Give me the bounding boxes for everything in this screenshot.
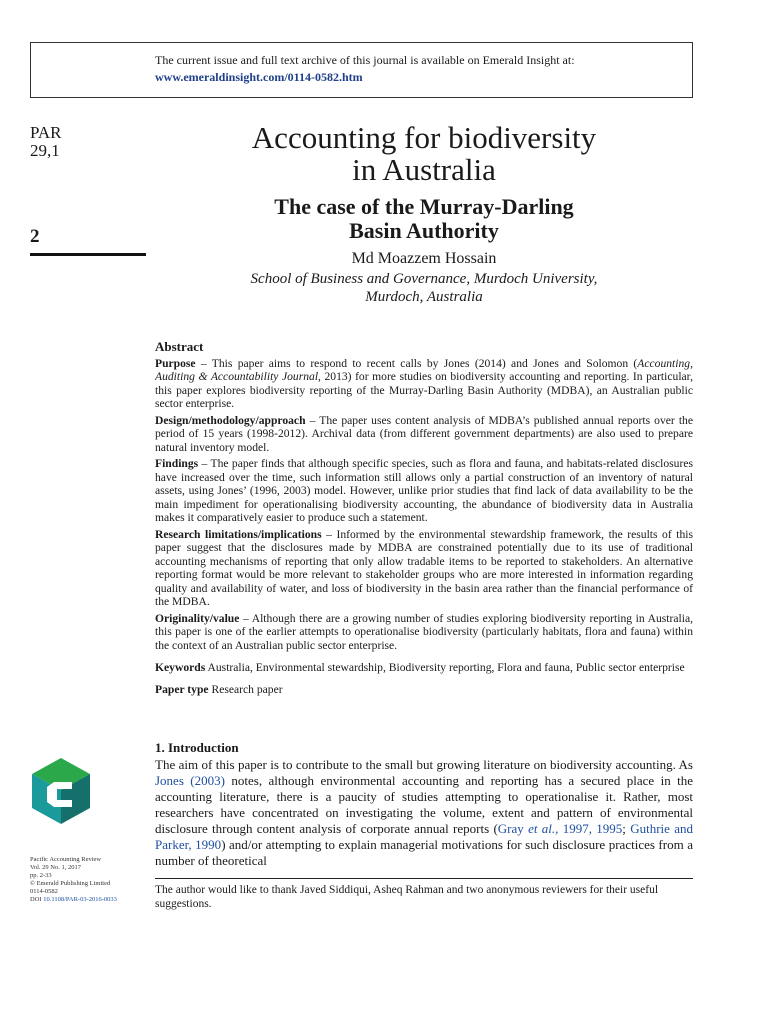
abstract-heading: Abstract [155,339,204,354]
findings-text: – The paper finds that although specific species, such as flora and fauna, and habitats-related disclosures have increased over the time, such information still allows only a partial construction of an inventory of natural assets, using Jones’ (1996, 2003) model. However, unlike prior studies that find lack of data availability to be the main impediment for operationalising biodiversity accounting, the abundance of biodiversity data in Australia makes it comparatively easier to produce such a statement. [155,457,693,524]
intro-text-4: ) and/or attempting to explain managerial motivations for such disclosure practices from a number of theoretical [155,837,693,868]
pubinfo-pages: pp. 2-33 [30,872,52,879]
author-name: Md Moazzem Hossain [351,250,497,267]
abstract-originality [155,612,693,653]
affiliation-line-1: School of Business and Governance, Murdoch University, [250,271,598,287]
gray-author: Gray [497,821,529,836]
design-text: – The paper uses content analysis of MDBA’s published annual reports over the period of 15 years (1998-2012). Archival data (from different government departments) are also used to prepare natural inventory model. [155,413,693,454]
pubinfo-journal: Pacific Accounting Review [30,856,102,863]
article-title [155,122,693,186]
originality-text: – Although there are a growing number of studies exploring biodiversity reporting in Australia, this paper is one of the earlier attempts to operationalise biodiversity (particularly habitats, flora and fauna) within the context of an Australian public sector enterprise. [155,611,693,652]
purpose-text-a: – This paper aims to respond to recent calls by Jones (2014) and Jones and Solomon ( [195,356,638,370]
citation-link-jones-2003[interactable]: Jones (2003) [155,773,225,788]
doi-label: DOI [30,896,44,903]
originality-label: Originality/value [155,611,240,625]
intro-text-1: The aim of this paper is to contribute to the small but growing literature on biodiversity accounting. As [155,757,693,772]
gray-years: , 1997, 1995 [555,821,623,836]
abstract-findings [155,457,693,525]
emerald-crossref-logo-icon[interactable] [30,756,92,826]
abstract-limitations [155,528,693,609]
pubinfo-doi-line [30,896,117,904]
doi-link[interactable]: 10.1108/PAR-03-2016-0033 [43,896,117,903]
side-rule [30,253,146,256]
subtitle-line-1: The case of the Murray-Darling [274,194,574,219]
page-number: 2 [30,226,40,247]
pubinfo-publisher: © Emerald Publishing Limited [30,880,111,887]
paper-type-text: Research paper [208,683,283,696]
access-notice-text: The current issue and full text archive of this journal is available on Emerald Insight at: [155,53,575,67]
abstract-keywords [155,660,693,675]
keywords-text: Australia, Environmental stewardship, Biodiversity reporting, Flora and fauna, Public sector enterprise [205,661,685,674]
purpose-journal: Accounting, Auditing & Accountability Journal [155,356,693,383]
paper-type-label: Paper type [155,683,209,696]
volume-issue: 29,1 [30,141,60,160]
publication-info [30,856,117,904]
journal-url-link[interactable]: www.emeraldinsight.com/0114-0582.htm [155,70,363,84]
findings-label: Findings [155,457,199,470]
intro-text-2: notes, although environmental accounting and reporting has a secured place in the accounting literature, there is a paucity of studies attempting to operationalise it. Rather, most researchers have concentrated on investigating the volume, extent and pattern of environmental disclosure through content analysis of corporate annual reports ( [155,773,694,836]
pubinfo-volume: Vol. 29 No. 1, 2017 [30,864,81,871]
title-line-2: in Australia [352,152,496,187]
affiliation-line-2: Murdoch, Australia [365,289,483,305]
acknowledgement-footnote: The author would like to thank Javed Siddiqui, Asheq Rahman and two anonymous reviewers for their useful suggestions. [155,884,659,910]
article-subtitle [155,195,693,243]
introduction-section [155,740,693,869]
limitations-text: – Informed by the environmental stewardship framework, the results of this paper suggest that the disclosures made by MDBA are constrained potentially due to its use of traditional accounting mechanisms of reporting that only allow tradable items to be reported to stakeholders. An alternative reporting format would be more relevant to stakeholder groups who are more interested in information regarding quality and availability of water, and loss of biodiversity in the basin area rather than the financial performance of the MDBA. [155,527,693,608]
purpose-text-b: , 2013) for more studies on biodiversity accounting and reporting. In particular, this paper explores biodiversity reporting of the Murray-Darling Basin Authority (MDBA), an Australian public sector enterprise. [155,370,693,410]
journal-abbrev: PAR [30,123,62,142]
journal-marker [30,124,62,160]
footnote-rule [155,878,693,879]
gray-et-al: et al. [528,821,556,836]
abstract-design [155,414,693,455]
access-notice-box [30,42,693,98]
limitations-label: Research limitations/implications [155,527,322,541]
author-affiliation [155,270,693,306]
keywords-label: Keywords [155,661,206,674]
abstract-section [155,340,693,700]
design-label: Design/methodology/approach [155,413,306,427]
subtitle-line-2: Basin Authority [349,218,499,243]
introduction-paragraph [155,757,693,869]
abstract-paper-type [155,683,693,697]
introduction-heading: 1. Introduction [155,740,239,755]
purpose-label: Purpose [155,356,196,370]
intro-text-3: ; [622,821,631,836]
abstract-purpose [155,357,693,411]
citation-link-gray[interactable] [498,821,623,836]
title-line-1: Accounting for biodiversity [251,120,597,155]
citation-link-guthrie-parker[interactable]: Guthrie and Parker, 1990 [155,821,694,852]
pubinfo-issn: 0114-0582 [30,888,58,895]
